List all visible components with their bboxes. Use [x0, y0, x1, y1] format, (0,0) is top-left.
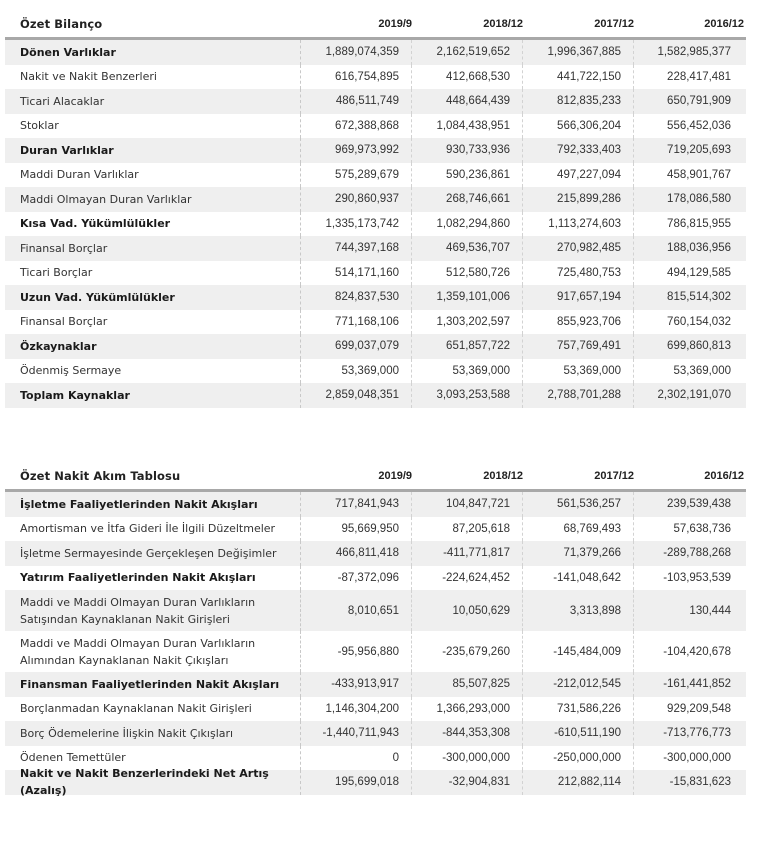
value-cell: 71,379,266: [523, 541, 634, 566]
balance-sheet-table: [5, 10, 746, 408]
value-cell: 53,369,000: [301, 359, 412, 384]
row-label: Toplam Kaynaklar: [5, 383, 301, 408]
value-cell: -1,440,711,943: [301, 721, 412, 746]
row-label: Stoklar: [5, 114, 301, 139]
row-label: Dönen Varlıklar: [5, 40, 301, 65]
row-label: Kısa Vad. Yükümlülükler: [5, 212, 301, 237]
row-label: Maddi Duran Varlıklar: [5, 163, 301, 188]
value-cell: 2,788,701,288: [523, 383, 634, 408]
value-cell: 268,746,661: [412, 187, 523, 212]
row-label: Maddi ve Maddi Olmayan Duran Varlıkların Satışından Kaynaklanan Nakit Girişleri: [5, 590, 301, 631]
table-row: [5, 114, 746, 139]
value-cell: 290,860,937: [301, 187, 412, 212]
row-label: Ödenen Temettüler: [5, 746, 301, 771]
table-row: [5, 492, 746, 517]
value-cell: 53,369,000: [412, 359, 523, 384]
table-row: [5, 236, 746, 261]
balance-sheet-body: [5, 40, 746, 408]
value-cell: 855,923,706: [523, 310, 634, 335]
row-label: Ticari Borçlar: [5, 261, 301, 286]
cash-flow-title: Özet Nakit Akım Tablosu: [20, 468, 181, 483]
value-cell: 1,889,074,359: [301, 40, 412, 65]
value-cell: 130,444: [689, 604, 731, 617]
column-header: 2016/12: [704, 469, 744, 482]
value-cell: 812,835,233: [523, 89, 634, 114]
value-cell: 651,857,722: [412, 334, 523, 359]
value-cell: 448,664,439: [412, 89, 523, 114]
value-cell: 10,050,629: [412, 590, 523, 631]
row-label: Nakit ve Nakit Benzerleri: [5, 65, 301, 90]
row-label: Borç Ödemelerine İlişkin Nakit Çıkışları: [5, 721, 301, 746]
row-label: Özkaynaklar: [5, 334, 301, 359]
value-cell: 815,514,302: [667, 291, 731, 304]
value-cell: 760,154,032: [667, 315, 731, 328]
row-label: Nakit ve Nakit Benzerlerindeki Net Artış (Azalış): [5, 770, 301, 795]
value-cell: -87,372,096: [301, 566, 412, 591]
value-cell: 731,586,226: [523, 697, 634, 722]
value-cell: 969,973,992: [301, 138, 412, 163]
value-cell: -844,353,308: [412, 721, 523, 746]
value-cell: 1,335,173,742: [301, 212, 412, 237]
table-row: [5, 212, 746, 237]
column-header: 2019/9: [378, 469, 412, 482]
value-cell: 3,093,253,588: [412, 383, 523, 408]
value-cell: 95,669,950: [301, 517, 412, 542]
value-cell: 917,657,194: [523, 285, 634, 310]
value-cell: 104,847,721: [412, 492, 523, 517]
row-label: İşletme Sermayesinde Gerçekleşen Değişimler: [5, 541, 301, 566]
value-cell: 1,084,438,951: [412, 114, 523, 139]
table-row: [5, 767, 746, 798]
value-cell: -300,000,000: [663, 751, 731, 764]
cash-flow-table: [5, 462, 746, 798]
value-cell: 2,162,519,652: [412, 40, 523, 65]
value-cell: 616,754,895: [301, 65, 412, 90]
table-row: [5, 261, 746, 286]
value-cell: 239,539,438: [667, 498, 731, 511]
value-cell: 786,815,955: [667, 217, 731, 230]
value-cell: 744,397,168: [301, 236, 412, 261]
value-cell: 566,306,204: [523, 114, 634, 139]
value-cell: 494,129,585: [667, 266, 731, 279]
table-row: [5, 721, 746, 746]
column-header: 2016/12: [704, 17, 744, 30]
balance-sheet-title: Özet Bilanço: [20, 16, 103, 31]
value-cell: 0: [301, 746, 412, 771]
value-cell: 1,359,101,006: [412, 285, 523, 310]
value-cell: 53,369,000: [673, 364, 731, 377]
value-cell: 1,082,294,860: [412, 212, 523, 237]
table-row: [5, 89, 746, 114]
table-row: [5, 40, 746, 65]
value-cell: 270,982,485: [523, 236, 634, 261]
column-header: 2018/12: [483, 17, 523, 30]
value-cell: -411,771,817: [412, 541, 523, 566]
value-cell: -103,953,539: [663, 571, 731, 584]
value-cell: 1,303,202,597: [412, 310, 523, 335]
value-cell: 757,769,491: [523, 334, 634, 359]
row-label: Finansman Faaliyetlerinden Nakit Akışları: [5, 672, 301, 697]
value-cell: -289,788,268: [663, 547, 731, 560]
value-cell: 2,859,048,351: [301, 383, 412, 408]
row-label: Ticari Alacaklar: [5, 89, 301, 114]
value-cell: -145,484,009: [523, 631, 634, 672]
table-row: [5, 541, 746, 566]
value-cell: 441,722,150: [523, 65, 634, 90]
value-cell: 792,333,403: [523, 138, 634, 163]
table-row: [5, 631, 746, 672]
value-cell: 719,205,693: [667, 144, 731, 157]
value-cell: 215,899,286: [523, 187, 634, 212]
value-cell: 57,638,736: [673, 522, 731, 535]
value-cell: -161,441,852: [663, 678, 731, 691]
value-cell: 930,733,936: [412, 138, 523, 163]
value-cell: 412,668,530: [412, 65, 523, 90]
table-row: [5, 697, 746, 722]
value-cell: 497,227,094: [523, 163, 634, 188]
row-label: Uzun Vad. Yükümlülükler: [5, 285, 301, 310]
row-label: Amortisman ve İtfa Gideri İle İlgili Düzeltmeler: [5, 517, 301, 542]
value-cell: 650,791,909: [667, 95, 731, 108]
row-label: Finansal Borçlar: [5, 310, 301, 335]
value-cell: 1,996,367,885: [523, 40, 634, 65]
value-cell: 699,037,079: [301, 334, 412, 359]
value-cell: 85,507,825: [412, 672, 523, 697]
table-row: [5, 334, 746, 359]
value-cell: 87,205,618: [412, 517, 523, 542]
value-cell: 556,452,036: [667, 119, 731, 132]
value-cell: -15,831,623: [669, 776, 731, 789]
row-label: Duran Varlıklar: [5, 138, 301, 163]
column-header: 2017/12: [594, 469, 634, 482]
value-cell: 512,580,726: [412, 261, 523, 286]
row-label: Borçlanmadan Kaynaklanan Nakit Girişleri: [5, 697, 301, 722]
row-label: Yatırım Faaliyetlerinden Nakit Akışları: [5, 566, 301, 591]
value-cell: 469,536,707: [412, 236, 523, 261]
value-cell: 1,146,304,200: [301, 697, 412, 722]
cash-flow-header: [5, 462, 746, 492]
table-row: [5, 590, 746, 631]
value-cell: 3,313,898: [523, 590, 634, 631]
value-cell: -224,624,452: [412, 566, 523, 591]
value-cell: 188,036,956: [667, 242, 731, 255]
table-row: [5, 383, 746, 408]
value-cell: -95,956,880: [301, 631, 412, 672]
value-cell: 178,086,580: [667, 193, 731, 206]
value-cell: 699,860,813: [667, 340, 731, 353]
value-cell: 2,302,191,070: [657, 389, 731, 402]
row-label: İşletme Faaliyetlerinden Nakit Akışları: [5, 492, 301, 517]
value-cell: 590,236,861: [412, 163, 523, 188]
value-cell: 68,769,493: [523, 517, 634, 542]
value-cell: -104,420,678: [663, 645, 731, 658]
value-cell: -32,904,831: [412, 770, 523, 795]
table-row: [5, 138, 746, 163]
table-row: [5, 285, 746, 310]
row-label: Maddi ve Maddi Olmayan Duran Varlıkların Alımından Kaynaklanan Nakit Çıkışları: [5, 631, 301, 672]
table-row: [5, 65, 746, 90]
value-cell: -212,012,545: [523, 672, 634, 697]
value-cell: 228,417,481: [667, 70, 731, 83]
value-cell: 514,171,160: [301, 261, 412, 286]
value-cell: -141,048,642: [523, 566, 634, 591]
column-header: 2019/9: [378, 17, 412, 30]
column-header: 2018/12: [483, 469, 523, 482]
row-label: Finansal Borçlar: [5, 236, 301, 261]
value-cell: -300,000,000: [412, 746, 523, 771]
value-cell: 1,582,985,377: [657, 46, 731, 59]
balance-sheet-header: [5, 10, 746, 40]
table-row: [5, 672, 746, 697]
value-cell: 8,010,651: [301, 590, 412, 631]
value-cell: -433,913,917: [301, 672, 412, 697]
table-row: [5, 359, 746, 384]
table-row: [5, 517, 746, 542]
table-row: [5, 187, 746, 212]
value-cell: 771,168,106: [301, 310, 412, 335]
value-cell: 486,511,749: [301, 89, 412, 114]
value-cell: -250,000,000: [523, 746, 634, 771]
column-header: 2017/12: [594, 17, 634, 30]
row-label: Maddi Olmayan Duran Varlıklar: [5, 187, 301, 212]
table-row: [5, 566, 746, 591]
table-row: [5, 163, 746, 188]
value-cell: 458,901,767: [667, 168, 731, 181]
cash-flow-body: [5, 492, 746, 798]
value-cell: 1,366,293,000: [412, 697, 523, 722]
value-cell: -235,679,260: [412, 631, 523, 672]
value-cell: 672,388,868: [301, 114, 412, 139]
value-cell: 717,841,943: [301, 492, 412, 517]
value-cell: 466,811,418: [301, 541, 412, 566]
value-cell: 561,536,257: [523, 492, 634, 517]
table-row: [5, 310, 746, 335]
value-cell: -713,776,773: [663, 727, 731, 740]
value-cell: 195,699,018: [301, 770, 412, 795]
value-cell: 575,289,679: [301, 163, 412, 188]
value-cell: -610,511,190: [523, 721, 634, 746]
value-cell: 929,209,548: [667, 702, 731, 715]
value-cell: 1,113,274,603: [523, 212, 634, 237]
value-cell: 212,882,114: [523, 770, 634, 795]
value-cell: 725,480,753: [523, 261, 634, 286]
value-cell: 824,837,530: [301, 285, 412, 310]
row-label: Ödenmiş Sermaye: [5, 359, 301, 384]
value-cell: 53,369,000: [523, 359, 634, 384]
